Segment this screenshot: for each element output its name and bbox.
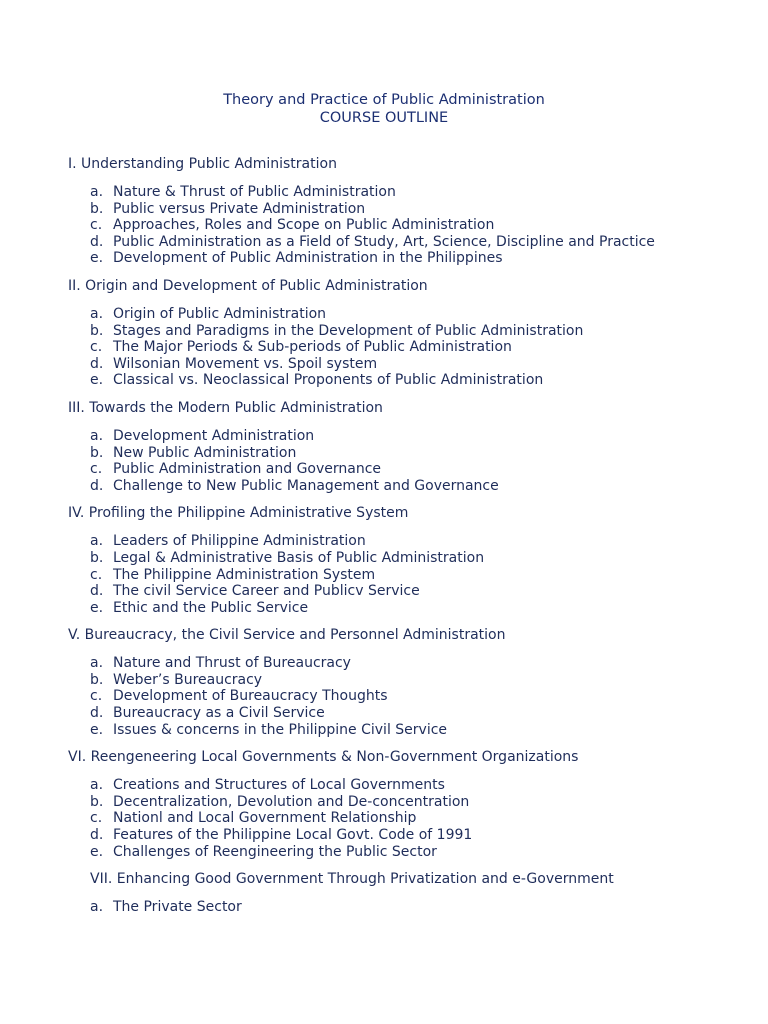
section-item-list xyxy=(68,533,748,616)
list-item-letter: a. xyxy=(90,777,104,794)
section-item-list xyxy=(68,899,748,916)
list-item-text: Leaders of Philippine Administration xyxy=(113,533,366,550)
list-item xyxy=(90,810,748,827)
list-item xyxy=(90,583,748,600)
list-item-letter: c. xyxy=(90,339,103,356)
list-item-letter: b. xyxy=(90,200,104,217)
list-item-letter: d. xyxy=(90,705,104,722)
list-item-letter: e. xyxy=(90,599,104,616)
list-item-text: Wilsonian Movement vs. Spoil system xyxy=(113,355,378,372)
list-item-letter: a. xyxy=(90,533,104,550)
list-item-letter: c. xyxy=(90,217,103,234)
list-item-text: Weber’s Bureaucracy xyxy=(113,671,263,688)
list-item-text: Nature and Thrust of Bureaucracy xyxy=(113,655,351,672)
list-item-text: Development Administration xyxy=(113,427,315,444)
section-item-list xyxy=(68,428,748,494)
list-item-text: The Philippine Administration System xyxy=(113,566,376,583)
list-item-letter: b. xyxy=(90,793,104,810)
section-heading: III. Towards the Modern Public Administration xyxy=(68,399,383,416)
title-block xyxy=(0,91,768,127)
outline-section xyxy=(68,504,748,616)
section-heading: I. Understanding Public Administration xyxy=(68,156,337,172)
section-heading: VI. Reengeneering Local Governments & Non-Government Organizations xyxy=(68,749,579,766)
list-item-letter: b. xyxy=(90,671,104,688)
list-item-text: Public Administration and Governance xyxy=(113,461,382,478)
list-item xyxy=(90,445,748,462)
list-item xyxy=(90,844,748,861)
list-item-text: Nature & Thrust of Public Administration xyxy=(113,184,396,200)
course-outline xyxy=(68,155,748,926)
list-item xyxy=(90,461,748,478)
section-heading: VII. Enhancing Good Government Through Privatization and e-Government xyxy=(90,871,614,888)
list-item xyxy=(90,323,748,340)
list-item-text: Development of Public Administration in the Philippines xyxy=(113,250,503,267)
list-item xyxy=(90,428,748,445)
list-item-text: Stages and Paradigms in the Development of Public Administration xyxy=(113,322,584,339)
section-item-list xyxy=(68,777,748,860)
list-item-letter: a. xyxy=(90,899,104,916)
list-item-letter: a. xyxy=(90,305,104,322)
list-item-text: New Public Administration xyxy=(113,444,297,461)
list-item-letter: a. xyxy=(90,427,104,444)
outline-section xyxy=(68,626,748,738)
section-item-list xyxy=(68,655,748,738)
section-heading: II. Origin and Development of Public Administration xyxy=(68,277,428,294)
list-item-letter: c. xyxy=(90,461,103,478)
list-item-letter: e. xyxy=(90,721,104,738)
list-item-letter: d. xyxy=(90,355,104,372)
outline-section xyxy=(68,870,748,916)
list-item-letter: c. xyxy=(90,810,103,827)
list-item-text: Bureaucracy as a Civil Service xyxy=(113,705,325,722)
list-item-letter: b. xyxy=(90,444,104,461)
list-item xyxy=(90,688,748,705)
list-item-text: Challenges of Reengineering the Public Sector xyxy=(113,843,437,860)
list-item xyxy=(90,306,748,323)
list-item-letter: e. xyxy=(90,372,104,389)
list-item xyxy=(90,705,748,722)
list-item-letter: a. xyxy=(90,184,104,200)
list-item-letter: e. xyxy=(90,250,104,267)
list-item xyxy=(90,339,748,356)
list-item xyxy=(90,672,748,689)
list-item xyxy=(90,372,748,389)
list-item xyxy=(90,794,748,811)
list-item-text: Approaches, Roles and Scope on Public Administration xyxy=(113,217,495,234)
list-item-letter: b. xyxy=(90,322,104,339)
list-item xyxy=(90,478,748,495)
list-item-letter: d. xyxy=(90,233,104,250)
list-item-text: Development of Bureaucracy Thoughts xyxy=(113,688,388,705)
section-item-list xyxy=(68,184,748,267)
list-item xyxy=(90,217,748,234)
section-item-list xyxy=(68,306,748,389)
list-item xyxy=(90,777,748,794)
list-item-text: The Major Periods & Sub-periods of Public Administration xyxy=(113,339,512,356)
list-item xyxy=(90,827,748,844)
list-item-text: The Private Sector xyxy=(113,899,242,916)
outline-section xyxy=(68,277,748,389)
list-item-text: Ethic and the Public Service xyxy=(113,599,309,616)
list-item-letter: b. xyxy=(90,549,104,566)
list-item-text: Legal & Administrative Basis of Public Administration xyxy=(113,549,485,566)
list-item-letter: d. xyxy=(90,827,104,844)
list-item xyxy=(90,250,748,267)
list-item xyxy=(90,567,748,584)
list-item xyxy=(90,201,748,218)
list-item-text: Origin of Public Administration xyxy=(113,305,327,322)
list-item-text: Challenge to New Public Management and Governance xyxy=(113,477,499,494)
list-item-text: Features of the Philippine Local Govt. Code of 1991 xyxy=(113,827,473,844)
document-title: Theory and Practice of Public Administration xyxy=(223,92,545,108)
list-item-text: The civil Service Career and Publicv Service xyxy=(113,583,420,600)
list-item-text: Issues & concerns in the Philippine Civil Service xyxy=(113,721,448,738)
list-item xyxy=(90,533,748,550)
list-item-letter: d. xyxy=(90,583,104,600)
list-item xyxy=(90,234,748,251)
outline-section xyxy=(68,748,748,860)
list-item-letter: a. xyxy=(90,655,104,672)
list-item xyxy=(90,600,748,617)
list-item-letter: c. xyxy=(90,688,103,705)
section-heading: V. Bureaucracy, the Civil Service and Personnel Administration xyxy=(68,627,506,644)
list-item-letter: d. xyxy=(90,477,104,494)
list-item xyxy=(90,722,748,739)
list-item-letter: c. xyxy=(90,566,103,583)
list-item-text: Creations and Structures of Local Governments xyxy=(113,777,445,794)
section-heading: IV. Profiling the Philippine Administrative System xyxy=(68,505,409,522)
list-item-text: Decentralization, Devolution and De-concentration xyxy=(113,793,470,810)
list-item-text: Nationl and Local Government Relationship xyxy=(113,810,417,827)
outline-section xyxy=(68,155,748,267)
list-item-letter: e. xyxy=(90,843,104,860)
list-item xyxy=(90,899,748,916)
list-item xyxy=(90,550,748,567)
list-item-text: Public Administration as a Field of Study, Art, Science, Discipline and Practice xyxy=(113,233,655,250)
outline-section xyxy=(68,399,748,494)
list-item xyxy=(90,655,748,672)
list-item-text: Public versus Private Administration xyxy=(113,200,366,217)
list-item xyxy=(90,356,748,373)
list-item xyxy=(90,184,748,201)
list-item-text: Classical vs. Neoclassical Proponents of Public Administration xyxy=(113,372,544,389)
document-subtitle: COURSE OUTLINE xyxy=(319,110,449,126)
